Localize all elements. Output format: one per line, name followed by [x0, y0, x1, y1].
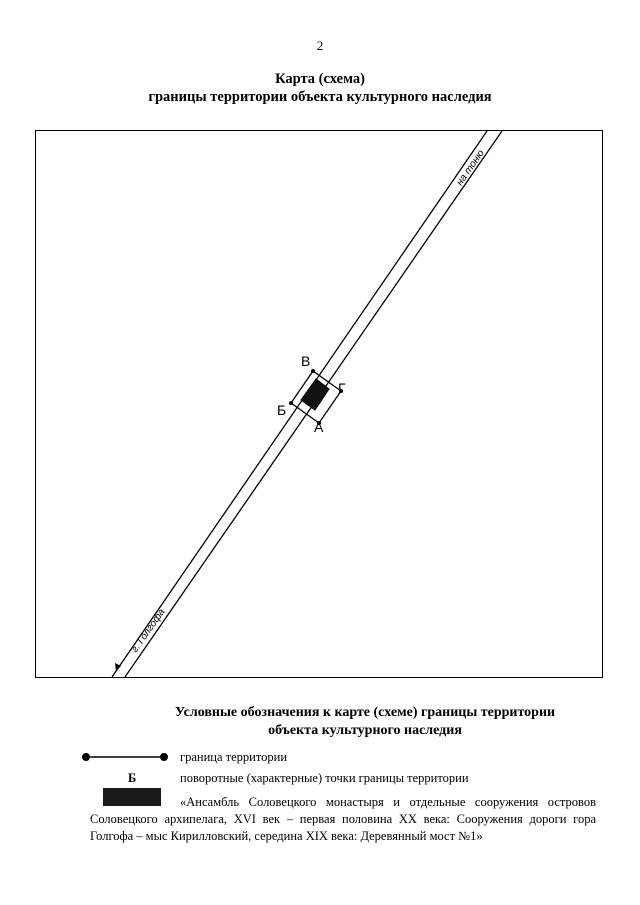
point-b-label: Б [277, 402, 287, 418]
boundary-line-symbol [80, 751, 170, 763]
road-edge-left [112, 131, 487, 677]
map-title-line1: Карта (схема) [275, 71, 365, 87]
bridge-object [301, 379, 329, 410]
point-legend-label: поворотные (характерные) точки границы территории [180, 771, 469, 785]
boundary-legend-label: граница территории [180, 750, 288, 764]
point-v-marker [311, 369, 315, 373]
map-canvas [36, 131, 602, 677]
map-title-line2: границы территории объекта культурного наследия [148, 89, 492, 105]
point-legend-symbol: Б [128, 771, 137, 785]
legend-title-line2: объекта культурного наследия [268, 723, 462, 738]
point-g-label: Г [338, 380, 346, 396]
map-title [0, 70, 640, 106]
page-number: 2 [316, 38, 324, 53]
map-frame [35, 130, 603, 678]
road-label-top: на тоню [454, 148, 487, 188]
legend-title [140, 704, 590, 740]
point-a-label: А [314, 419, 324, 435]
legend-title-line1: Условные обозначения к карте (схеме) границы территории [174, 705, 556, 720]
road-label-bottom: г. Голгофа [129, 606, 168, 655]
point-b-marker [289, 401, 293, 405]
object-legend-label: «Ансамбль Соловецкого монастыря и отдельные сооружения островов Соловецкого архипелага, XVI век – первая половина XX века: Сооружения дороги гора Голгофа – мыс Кирилловский, середина XIX века: Деревянный мост №1» [90, 795, 596, 843]
point-v-label: В [301, 353, 311, 369]
